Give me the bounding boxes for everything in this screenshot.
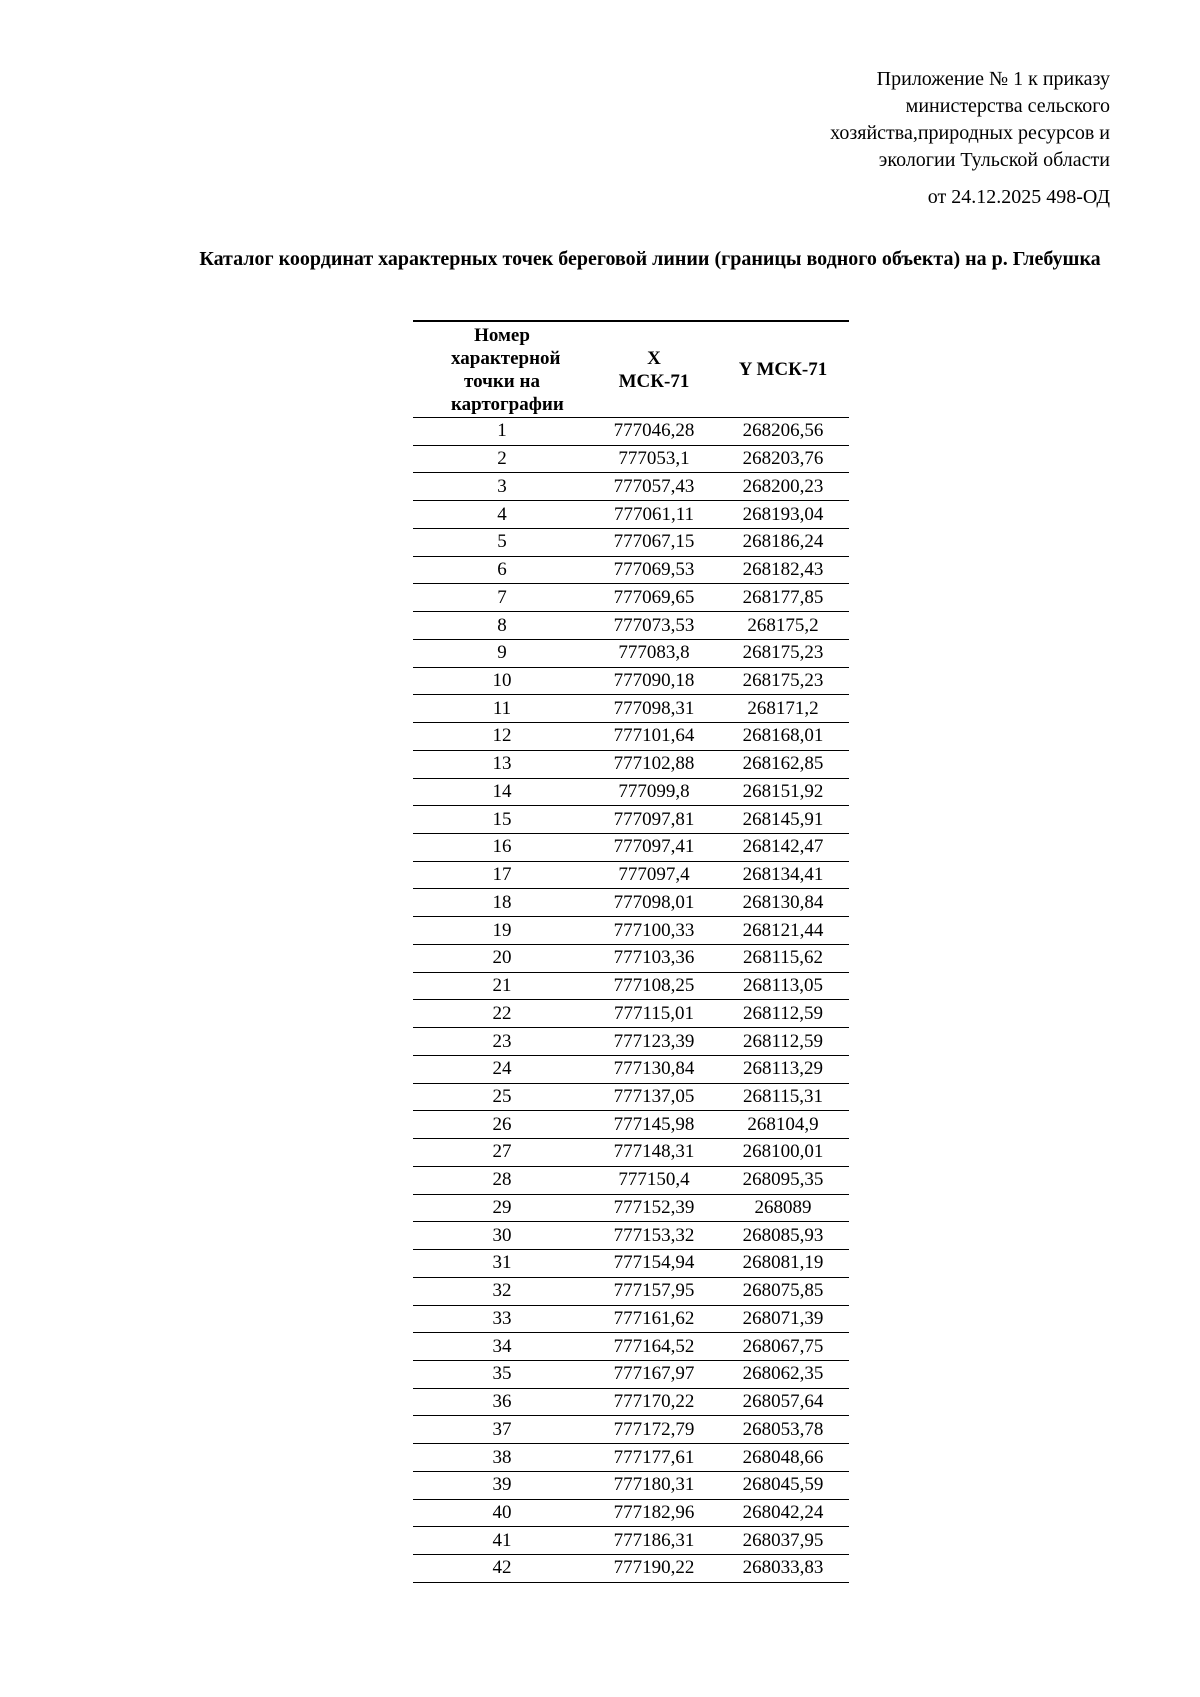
cell-y-coordinate: 268089 — [717, 1194, 849, 1222]
table-row — [413, 1028, 849, 1056]
cell-x-coordinate: 777115,01 — [591, 1000, 717, 1028]
cell-y-coordinate: 268095,35 — [717, 1166, 849, 1194]
cell-y-coordinate: 268042,24 — [717, 1499, 849, 1527]
cell-y-coordinate: 268075,85 — [717, 1277, 849, 1305]
cell-point-number: 14 — [413, 778, 591, 806]
cell-y-coordinate: 268045,59 — [717, 1471, 849, 1499]
cell-x-coordinate: 777069,53 — [591, 556, 717, 584]
cell-y-coordinate: 268071,39 — [717, 1305, 849, 1333]
cell-point-number: 39 — [413, 1471, 591, 1499]
table-row — [413, 473, 849, 501]
cell-x-coordinate: 777061,11 — [591, 501, 717, 529]
cell-y-coordinate: 268145,91 — [717, 806, 849, 834]
cell-x-coordinate: 777103,36 — [591, 944, 717, 972]
table-row — [413, 584, 849, 612]
cell-y-coordinate: 268113,29 — [717, 1055, 849, 1083]
cell-y-coordinate: 268193,04 — [717, 501, 849, 529]
cell-point-number: 21 — [413, 972, 591, 1000]
cell-x-coordinate: 777157,95 — [591, 1277, 717, 1305]
cell-point-number: 10 — [413, 667, 591, 695]
cell-x-coordinate: 777057,43 — [591, 473, 717, 501]
cell-x-coordinate: 777167,97 — [591, 1360, 717, 1388]
cell-y-coordinate: 268053,78 — [717, 1416, 849, 1444]
cell-y-coordinate: 268081,19 — [717, 1250, 849, 1278]
cell-y-coordinate: 268130,84 — [717, 889, 849, 917]
cell-x-coordinate: 777153,32 — [591, 1222, 717, 1250]
cell-y-coordinate: 268175,2 — [717, 612, 849, 640]
cell-point-number: 23 — [413, 1028, 591, 1056]
cell-x-coordinate: 777180,31 — [591, 1471, 717, 1499]
cell-y-coordinate: 268203,76 — [717, 445, 849, 473]
cell-x-coordinate: 777177,61 — [591, 1444, 717, 1472]
cell-y-coordinate: 268168,01 — [717, 723, 849, 751]
cell-y-coordinate: 268085,93 — [717, 1222, 849, 1250]
table-row — [413, 445, 849, 473]
table-row — [413, 889, 849, 917]
cell-x-coordinate: 777154,94 — [591, 1250, 717, 1278]
header-point-number: Номер характерной точки на картографии — [413, 321, 591, 418]
cell-y-coordinate: 268033,83 — [717, 1555, 849, 1583]
cell-point-number: 1 — [413, 418, 591, 446]
cell-point-number: 36 — [413, 1388, 591, 1416]
cell-y-coordinate: 268112,59 — [717, 1028, 849, 1056]
table-row — [413, 1055, 849, 1083]
table-body — [413, 418, 849, 1583]
cell-point-number: 18 — [413, 889, 591, 917]
cell-point-number: 11 — [413, 695, 591, 723]
cell-point-number: 5 — [413, 528, 591, 556]
cell-x-coordinate: 777186,31 — [591, 1527, 717, 1555]
cell-y-coordinate: 268175,23 — [717, 639, 849, 667]
cell-x-coordinate: 777161,62 — [591, 1305, 717, 1333]
cell-point-number: 6 — [413, 556, 591, 584]
table-row — [413, 1222, 849, 1250]
table-row — [413, 723, 849, 751]
cell-x-coordinate: 777145,98 — [591, 1111, 717, 1139]
cell-point-number: 9 — [413, 639, 591, 667]
table-row — [413, 667, 849, 695]
cell-point-number: 31 — [413, 1250, 591, 1278]
cell-x-coordinate: 777090,18 — [591, 667, 717, 695]
table-row — [413, 972, 849, 1000]
header-x-coordinate: X МСК-71 — [591, 321, 717, 418]
cell-point-number: 3 — [413, 473, 591, 501]
table-row — [413, 861, 849, 889]
cell-y-coordinate: 268186,24 — [717, 528, 849, 556]
cell-point-number: 24 — [413, 1055, 591, 1083]
table-row — [413, 778, 849, 806]
cell-point-number: 12 — [413, 723, 591, 751]
cell-point-number: 30 — [413, 1222, 591, 1250]
cell-y-coordinate: 268151,92 — [717, 778, 849, 806]
table-row — [413, 1139, 849, 1167]
cell-x-coordinate: 777123,39 — [591, 1028, 717, 1056]
cell-x-coordinate: 777069,65 — [591, 584, 717, 612]
document-title: Каталог координат характерных точек береговой линии (границы водного объекта) на р. Глебушка — [199, 248, 1101, 270]
cell-x-coordinate: 777098,31 — [591, 695, 717, 723]
cell-y-coordinate: 268200,23 — [717, 473, 849, 501]
table-row — [413, 501, 849, 529]
cell-x-coordinate: 777097,4 — [591, 861, 717, 889]
table-row — [413, 1444, 849, 1472]
cell-point-number: 35 — [413, 1360, 591, 1388]
table-row — [413, 1194, 849, 1222]
cell-x-coordinate: 777172,79 — [591, 1416, 717, 1444]
cell-y-coordinate: 268037,95 — [717, 1527, 849, 1555]
table-row — [413, 1555, 849, 1583]
table-row — [413, 528, 849, 556]
table-row — [413, 1388, 849, 1416]
cell-x-coordinate: 777130,84 — [591, 1055, 717, 1083]
cell-y-coordinate: 268171,2 — [717, 695, 849, 723]
table-row — [413, 1250, 849, 1278]
table-row — [413, 695, 849, 723]
cell-y-coordinate: 268113,05 — [717, 972, 849, 1000]
cell-x-coordinate: 777148,31 — [591, 1139, 717, 1167]
cell-point-number: 40 — [413, 1499, 591, 1527]
cell-point-number: 2 — [413, 445, 591, 473]
table-row — [413, 639, 849, 667]
cell-point-number: 37 — [413, 1416, 591, 1444]
cell-point-number: 33 — [413, 1305, 591, 1333]
cell-x-coordinate: 777182,96 — [591, 1499, 717, 1527]
cell-y-coordinate: 268175,23 — [717, 667, 849, 695]
cell-y-coordinate: 268100,01 — [717, 1139, 849, 1167]
table-row — [413, 806, 849, 834]
cell-point-number: 25 — [413, 1083, 591, 1111]
appendix-line-1: Приложение № 1 к приказу — [876, 68, 1110, 90]
cell-x-coordinate: 777137,05 — [591, 1083, 717, 1111]
cell-x-coordinate: 777099,8 — [591, 778, 717, 806]
table-row — [413, 1000, 849, 1028]
table-row — [413, 1416, 849, 1444]
cell-y-coordinate: 268112,59 — [717, 1000, 849, 1028]
appendix-line-4: экологии Тульской области — [878, 149, 1110, 171]
cell-x-coordinate: 777097,41 — [591, 834, 717, 862]
cell-x-coordinate: 777083,8 — [591, 639, 717, 667]
cell-y-coordinate: 268206,56 — [717, 418, 849, 446]
cell-point-number: 28 — [413, 1166, 591, 1194]
cell-y-coordinate: 268182,43 — [717, 556, 849, 584]
cell-point-number: 38 — [413, 1444, 591, 1472]
table-row — [413, 1166, 849, 1194]
table-row — [413, 1471, 849, 1499]
table-row — [413, 612, 849, 640]
cell-y-coordinate: 268067,75 — [717, 1333, 849, 1361]
table-header-row — [413, 321, 849, 418]
appendix-line-2: министерства сельского — [905, 95, 1110, 117]
cell-point-number: 27 — [413, 1139, 591, 1167]
table-row — [413, 750, 849, 778]
cell-x-coordinate: 777100,33 — [591, 917, 717, 945]
table-row — [413, 1083, 849, 1111]
table-row — [413, 1333, 849, 1361]
cell-point-number: 4 — [413, 501, 591, 529]
cell-y-coordinate: 268057,64 — [717, 1388, 849, 1416]
cell-y-coordinate: 268134,41 — [717, 861, 849, 889]
cell-y-coordinate: 268115,62 — [717, 944, 849, 972]
cell-x-coordinate: 777097,81 — [591, 806, 717, 834]
cell-x-coordinate: 777067,15 — [591, 528, 717, 556]
cell-x-coordinate: 777108,25 — [591, 972, 717, 1000]
table-row — [413, 917, 849, 945]
table-row — [413, 1305, 849, 1333]
appendix-line-3: хозяйства,природных ресурсов и — [830, 122, 1110, 144]
cell-x-coordinate: 777152,39 — [591, 1194, 717, 1222]
cell-x-coordinate: 777190,22 — [591, 1555, 717, 1583]
cell-point-number: 13 — [413, 750, 591, 778]
table-row — [413, 1277, 849, 1305]
cell-x-coordinate: 777073,53 — [591, 612, 717, 640]
cell-point-number: 19 — [413, 917, 591, 945]
appendix-header — [830, 66, 1110, 211]
cell-point-number: 22 — [413, 1000, 591, 1028]
cell-x-coordinate: 777098,01 — [591, 889, 717, 917]
cell-point-number: 16 — [413, 834, 591, 862]
table-row — [413, 1360, 849, 1388]
cell-y-coordinate: 268104,9 — [717, 1111, 849, 1139]
cell-x-coordinate: 777101,64 — [591, 723, 717, 751]
cell-y-coordinate: 268048,66 — [717, 1444, 849, 1472]
table-row — [413, 418, 849, 446]
order-date-number: от 24.12.2025 498-ОД — [927, 186, 1110, 208]
coordinates-table-wrapper — [413, 320, 849, 1583]
cell-y-coordinate: 268142,47 — [717, 834, 849, 862]
cell-point-number: 20 — [413, 944, 591, 972]
cell-point-number: 17 — [413, 861, 591, 889]
table-row — [413, 1527, 849, 1555]
cell-point-number: 29 — [413, 1194, 591, 1222]
table-row — [413, 834, 849, 862]
cell-point-number: 41 — [413, 1527, 591, 1555]
cell-x-coordinate: 777102,88 — [591, 750, 717, 778]
cell-y-coordinate: 268115,31 — [717, 1083, 849, 1111]
table-row — [413, 1111, 849, 1139]
table-row — [413, 1499, 849, 1527]
cell-point-number: 7 — [413, 584, 591, 612]
cell-y-coordinate: 268162,85 — [717, 750, 849, 778]
cell-x-coordinate: 777046,28 — [591, 418, 717, 446]
table-row — [413, 944, 849, 972]
table-row — [413, 556, 849, 584]
cell-x-coordinate: 777053,1 — [591, 445, 717, 473]
cell-x-coordinate: 777164,52 — [591, 1333, 717, 1361]
cell-y-coordinate: 268177,85 — [717, 584, 849, 612]
cell-y-coordinate: 268062,35 — [717, 1360, 849, 1388]
cell-x-coordinate: 777150,4 — [591, 1166, 717, 1194]
cell-point-number: 34 — [413, 1333, 591, 1361]
header-y-coordinate: Y МСК-71 — [717, 321, 849, 418]
cell-point-number: 26 — [413, 1111, 591, 1139]
cell-point-number: 8 — [413, 612, 591, 640]
cell-point-number: 42 — [413, 1555, 591, 1583]
cell-x-coordinate: 777170,22 — [591, 1388, 717, 1416]
cell-point-number: 32 — [413, 1277, 591, 1305]
cell-y-coordinate: 268121,44 — [717, 917, 849, 945]
coordinates-table — [413, 320, 849, 1583]
cell-point-number: 15 — [413, 806, 591, 834]
